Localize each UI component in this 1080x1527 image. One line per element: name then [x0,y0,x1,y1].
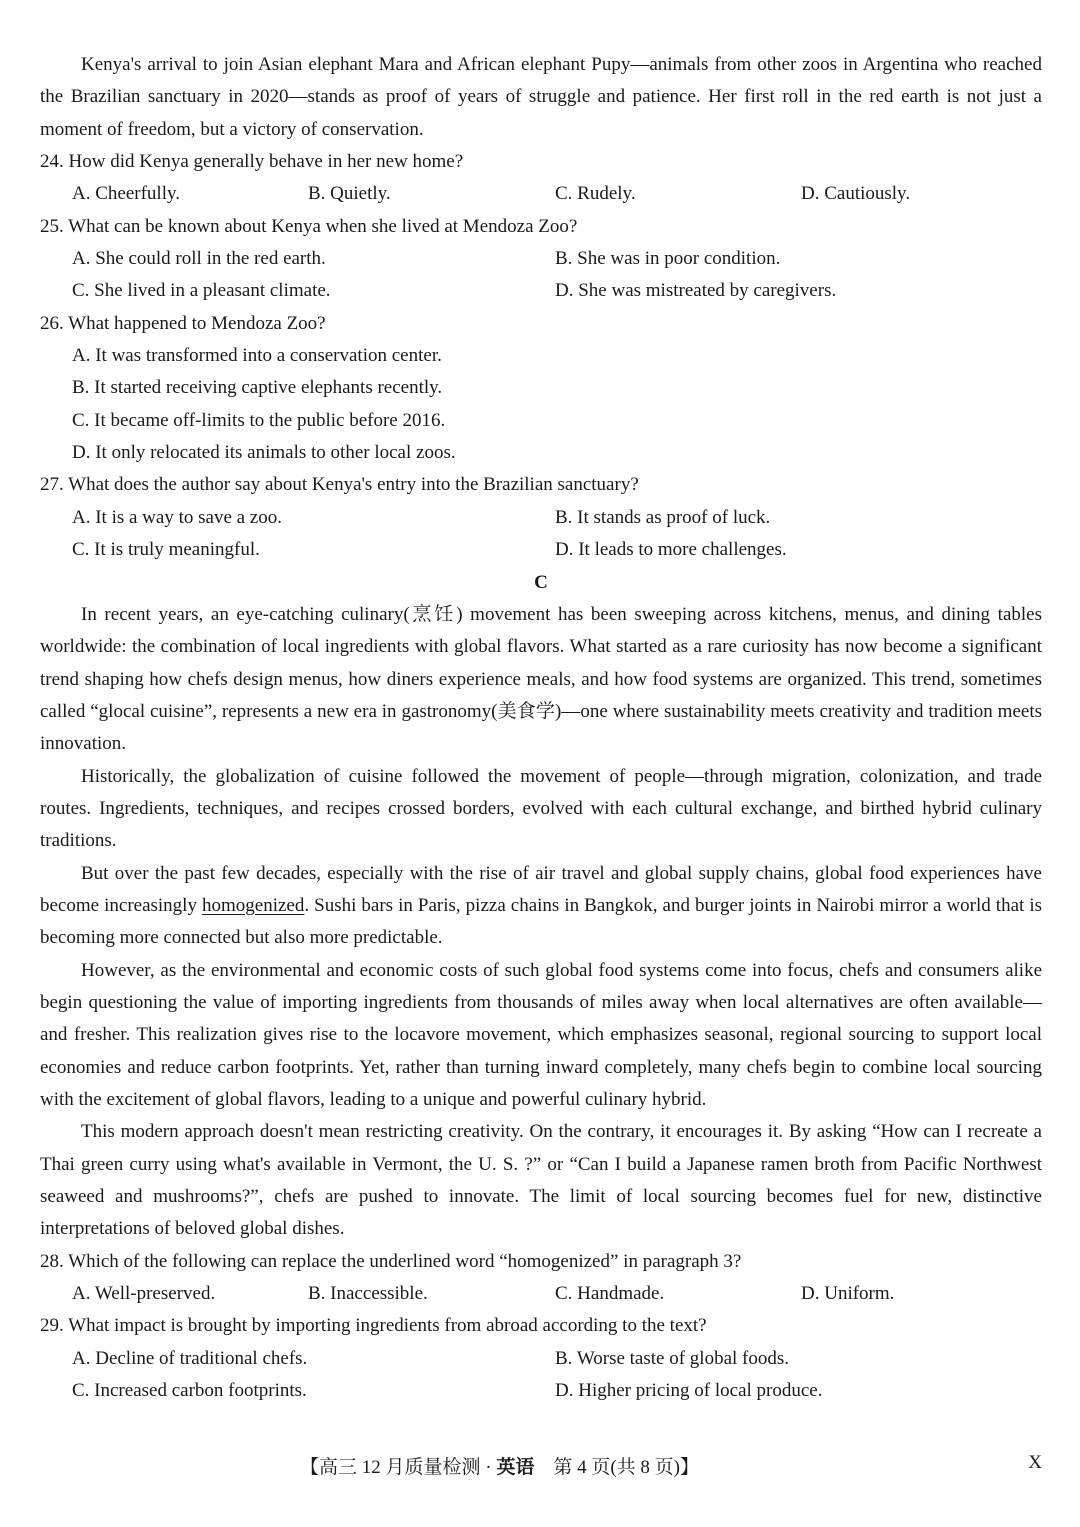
question-29: 29. What impact is brought by importing ingredients from abroad according to the text? [40,1315,707,1337]
passage-c-paragraph-3 [40,858,1042,955]
option-a: A. Cheerfully. [72,183,180,205]
option-d: D. Higher pricing of local produce. [555,1380,823,1402]
question-27-options-ab [40,502,1042,534]
question-26: 26. What happened to Mendoza Zoo? [40,312,326,334]
question-27-options-cd [40,534,1042,566]
footer-subject: 英语 [496,1457,535,1478]
question-29-options-cd [40,1375,1042,1407]
section-c-heading: C [534,571,548,593]
option-a: A. It was transformed into a conservation center. [72,345,442,367]
option-c: C. Increased carbon footprints. [72,1380,307,1402]
option-c: C. Handmade. [555,1283,665,1305]
option-b: B. It stands as proof of luck. [555,506,771,528]
option-b: B. Worse taste of global foods. [555,1347,790,1369]
question-25: 25. What can be known about Kenya when she lived at Mendoza Zoo? [40,215,578,237]
option-d: D. Cautiously. [801,183,911,205]
option-b: B. She was in poor condition. [555,248,781,270]
option-c: C. It is truly meaningful. [72,539,260,561]
option-c: C. She lived in a pleasant climate. [72,280,331,302]
question-24: 24. How did Kenya generally behave in her new home? [40,151,464,173]
text: . Sushi bars in Paris, pizza chains in Bangkok, and burger joints in Nairobi mirror a world that is becoming more connected but also more predictable. [40,894,1042,949]
option-a: A. It is a way to save a zoo. [72,506,282,528]
question-29-options-ab [40,1343,1042,1375]
question-27: 27. What does the author say about Kenya's entry into the Brazilian sanctuary? [40,474,639,496]
option-b: B. Inaccessible. [308,1283,428,1305]
question-24-options [40,178,1042,210]
option-d: D. She was mistreated by caregivers. [555,280,837,302]
question-28: 28. Which of the following can replace the underlined word “homogenized” in paragraph 3? [40,1250,742,1272]
passage-c-paragraph-5: This modern approach doesn't mean restricting creativity. On the contrary, it encourages it. By asking “How can I recreate a Thai green curry using what's available in Vermont, the U. S. ?” or “Can I build a Japanese ramen broth from Pacific Northwest seaweed and mushrooms?”, chefs are pushed to innovate. The limit of local sourcing becomes fuel for new, distinctive interpretations of beloved global dishes. [40,1121,1042,1240]
option-c: C. It became off-limits to the public before 2016. [72,409,446,431]
passage-c-paragraph-2: Historically, the globalization of cuisine followed the movement of people—through migration, colonization, and trade routes. Ingredients, techniques, and recipes crossed borders, evolved with each cultural exchange, and birthed hybrid culinary traditions. [40,765,1042,852]
option-b: B. It started receiving captive elephants recently. [72,377,443,399]
option-d: D. It only relocated its animals to other local zoos. [72,442,456,464]
option-d: D. It leads to more challenges. [555,539,787,561]
passage-c-paragraph-1: In recent years, an eye-catching culinary(烹饪) movement has been sweeping across kitchens, menus, and dining tables worldwide: the combination of local ingredients with global flavors. What started as a rare curiosity has now become a significant trend shaping how chefs design menus, how diners experience meals, and how food systems are organized. This trend, sometimes called “glocal cuisine”, represents a new era in gastronomy(美食学)—one where sustainability meets creativity and tradition meets innovation. [40,603,1042,755]
footer-info [300,1452,699,1479]
option-a: A. Well-preserved. [72,1283,216,1305]
option-d: D. Uniform. [801,1283,895,1305]
text: But over the past few decades, especially with the rise of air travel and global supply chains, global food experiences have become increasingly [40,862,1042,916]
option-a: A. She could roll in the red earth. [72,248,326,270]
exam-page-content [40,49,1042,1407]
question-25-options-ab [40,243,1042,275]
option-c: C. Rudely. [555,183,636,205]
footer-version-code: X [1028,1452,1042,1473]
option-a: A. Decline of traditional chefs. [72,1347,308,1369]
footer-page-number: 第 4 页(共 8 页)】 [534,1457,699,1478]
passage-b-paragraph: Kenya's arrival to join Asian elephant Mara and African elephant Pupy—animals from other zoos in Argentina who reached the Brazilian sanctuary in 2020—stands as proof of years of struggle and patience. Her first roll in the red earth is not just a moment of freedom, but a victory of conservation. [40,54,1042,140]
question-25-options-cd [40,275,1042,307]
passage-c-paragraph-4: However, as the environmental and economic costs of such global food systems come into focus, chefs and consumers alike begin questioning the value of importing ingredients from thousands of miles away when local alternatives are often available—and fresher. This realization gives rise to the locavore movement, which emphasizes seasonal, regional sourcing to support local economies and reduce carbon footprints. Yet, rather than turning inward completely, many chefs begin to combine local sourcing with the excitement of global flavors, leading to a unique and powerful culinary hybrid. [40,959,1042,1110]
option-b: B. Quietly. [308,183,391,205]
question-28-options [40,1278,1042,1310]
underlined-word: homogenized [202,894,305,916]
footer-exam-title: 【高三 12 月质量检测 · [300,1457,497,1478]
